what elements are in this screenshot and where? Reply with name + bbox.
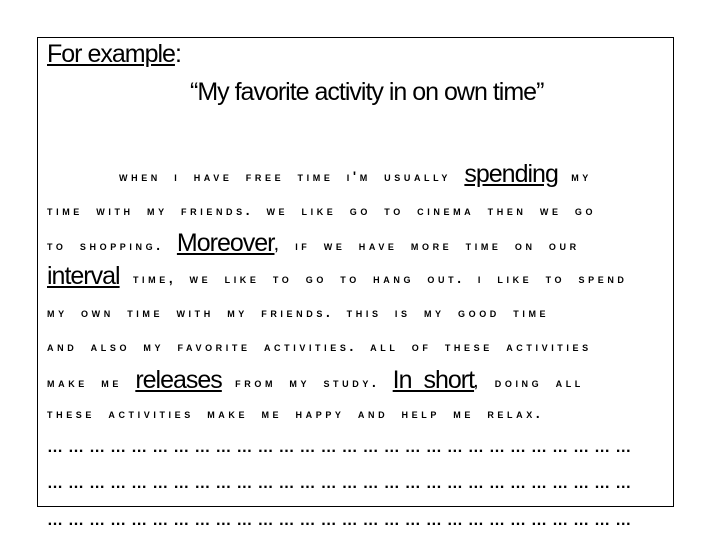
keyword-spending: spending	[464, 160, 558, 188]
ellipsis-row-3: … … … … … … … … … … … … … … … … … … … … … … … … … … … …	[47, 512, 632, 529]
paragraph-line-5: my own time with my friends. this is my good time	[47, 305, 550, 320]
ellipsis-row-2: … … … … … … … … … … … … … … … … … … … … … … … … … … … …	[47, 475, 632, 492]
ellipsis-row-1: … … … … … … … … … … … … … … … … … … … … … … … … … … … …	[47, 439, 632, 456]
heading	[47, 40, 181, 69]
paragraph-line-6: and also my favorite activities. all of these activities	[47, 339, 592, 354]
paragraph-line-2: time with my friends. we like go to cinema then we go	[47, 203, 597, 218]
paragraph-line-3: to shopping. Moreover, if we have more time on our	[47, 229, 580, 257]
heading-colon: :	[174, 40, 181, 68]
keyword-moreover: Moreover	[176, 229, 275, 257]
keyword-interval: interval	[47, 262, 120, 290]
essay-title: “My favorite activity in on own time”	[190, 78, 544, 106]
heading-label: For example	[47, 40, 175, 68]
keyword-releases: releases	[135, 366, 222, 394]
paragraph-line-8: these activities make me happy and help me relax.	[47, 406, 544, 421]
paragraph-line-7: make me releases from my study. In short, doing all	[47, 366, 584, 394]
paragraph-line-1: when i have free time i'm usually spending my	[119, 160, 592, 188]
keyword-in-short: In short	[392, 366, 475, 394]
paragraph-line-4: interval time, we like to go to hang out. i like to spend	[47, 262, 628, 290]
